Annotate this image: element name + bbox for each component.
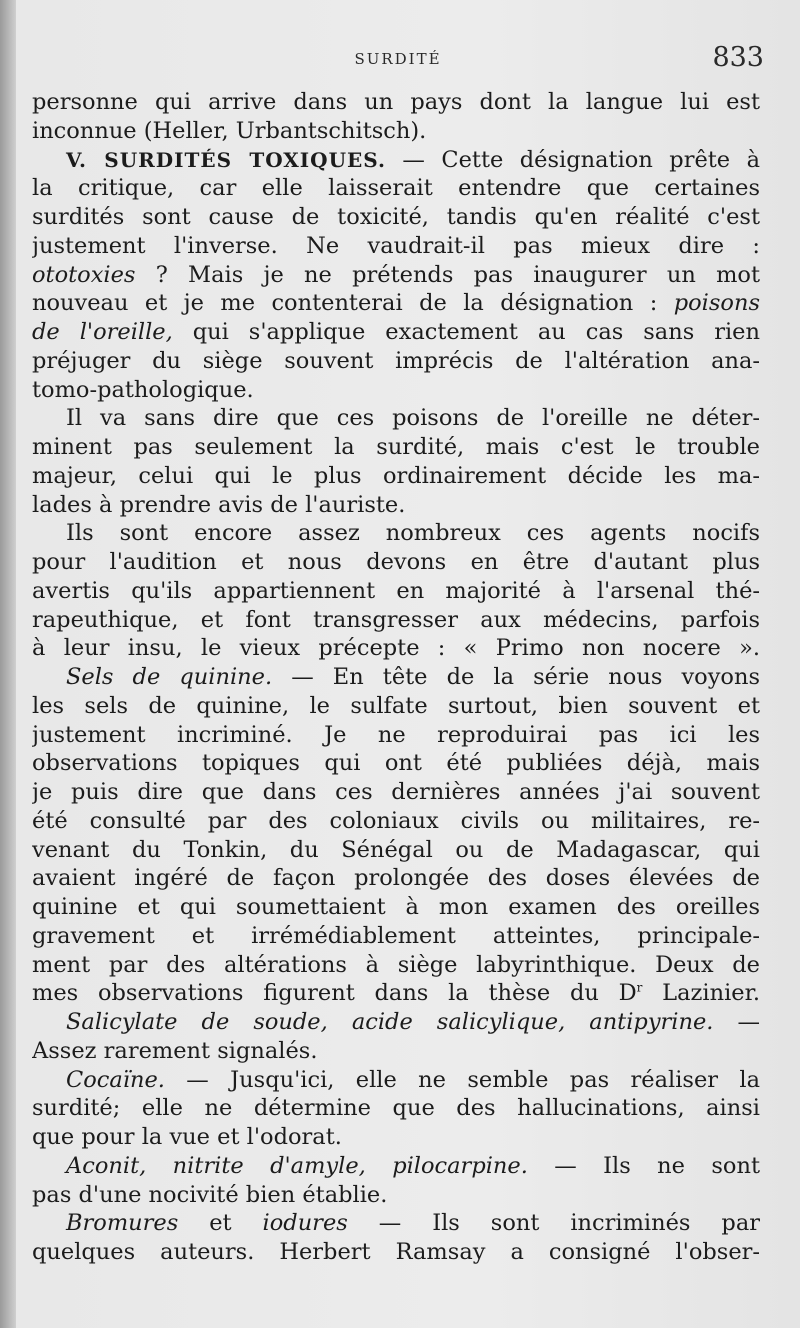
text-line: pour l'audition et nous devons en être d'autant plus [32, 549, 760, 575]
text-line: la critique, car elle laisserait entendre que certaines [32, 175, 760, 202]
text-line: Il va sans dire que ces poisons de l'oreille ne déter- [66, 405, 760, 432]
page-header [32, 42, 764, 78]
text-line: je puis dire que dans ces dernières années j'ai souvent [32, 779, 760, 805]
body-text [32, 88, 760, 1267]
page-gutter-shadow [0, 0, 16, 1328]
text-line: Aconit, nitrite d'amyle, pilocarpine. — Ils ne sont [66, 1152, 760, 1179]
text-line: venant du Tonkin, du Sénégal ou de Madagascar, qui [32, 836, 760, 863]
text-line: Salicylate de soude, acide salicylique, antipyrine. — [66, 1009, 760, 1035]
text-line: quinine et qui soumettaient à mon examen des oreilles [32, 894, 760, 920]
text-line: pas d'une nocivité bien établie. [32, 1181, 388, 1208]
text-line: ototoxies ? Mais je ne prétends pas inaugurer un mot [32, 261, 760, 288]
text-line: observations topiques qui ont été publiées déjà, mais [32, 750, 760, 777]
text-line: justement l'inverse. Ne vaudrait-il pas mieux dire : [32, 232, 760, 259]
section-heading-line: V. SURDITÉS TOXIQUES. — Cette désignation prête à [66, 146, 760, 173]
text-line: Assez rarement signalés. [32, 1037, 318, 1064]
text-line: majeur, celui qui le plus ordinairement décide les ma- [32, 462, 760, 489]
text-line: de l'oreille, qui s'applique exactement au cas sans rien [32, 319, 760, 345]
text-line: tomo-pathologique. [32, 376, 254, 403]
text-line: mes observations figurent dans la thèse du $D^r$ Lazinier. [32, 980, 760, 1007]
text-line: nouveau et je me contenterai de la désignation : poisons [32, 290, 760, 317]
text-line: rapeuthique, et font transgresser aux médecins, parfois [32, 606, 760, 633]
text-line: gravement et irrémédiablement atteintes, principale- [32, 922, 760, 949]
text-line: avaient ingéré de façon prolongée des doses élevées de [32, 865, 760, 892]
text-line: préjuger du siège souvent imprécis de l'altération ana- [32, 347, 760, 374]
text-line: été consulté par des coloniaux civils ou militaires, re- [32, 807, 760, 834]
text-line: les sels de quinine, le sulfate surtout, bien souvent et [32, 692, 760, 719]
text-line: personne qui arrive dans un pays dont la langue lui est [32, 89, 760, 115]
text-line: justement incriminé. Je ne reproduirai pas ici les [32, 721, 760, 748]
text-line: minent pas seulement la surdité, mais c'est le trouble [32, 434, 760, 460]
text-line: Cocaïne. — Jusqu'ici, elle ne semble pas réaliser la [66, 1066, 760, 1093]
running-title: SURDITÉ [354, 50, 442, 68]
text-line: Sels de quinine. — En tête de la série nous voyons [66, 664, 760, 690]
text-line: Bromures et iodures — Ils sont incriminés par [66, 1210, 760, 1237]
page-number: 833 [712, 42, 764, 73]
text-line: lades à prendre avis de l'auriste. [32, 491, 406, 518]
text-line: quelques auteurs. Herbert Ramsay a consigné l'obser- [32, 1239, 760, 1265]
text-line: ment par des altérations à siège labyrinthique. Deux de [32, 951, 760, 978]
text-line: inconnue (Heller, Urbantschitsch). [32, 117, 427, 144]
text-line: surdités sont cause de toxicité, tandis qu'en réalité c'est [32, 204, 760, 230]
text-line: avertis qu'ils appartiennent en majorité à l'arsenal thé- [32, 577, 760, 604]
text-line: à leur insu, le vieux précepte : « Primo non nocere ». [32, 635, 760, 662]
text-line: Ils sont encore assez nombreux ces agents nocifs [66, 520, 760, 547]
text-line: que pour la vue et l'odorat. [32, 1124, 342, 1150]
text-line: surdité; elle ne détermine que des hallucinations, ainsi [32, 1095, 760, 1122]
